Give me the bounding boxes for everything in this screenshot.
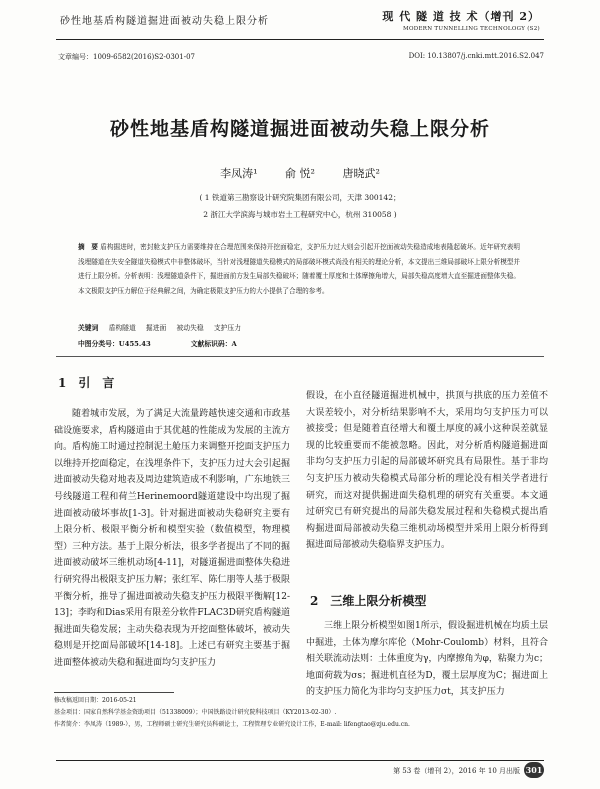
abstract-text: 盾构掘进时，密封舱支护压力需要维持在合理范围来保持开挖面稳定，支护压力过大则会引起开挖面被动失稳造成地表隆起破坏。近年研究表明浅埋隧道在失安全隧道失稳模式中非整体破坏，当针对浅埋隧道失稳模式的局部破坏模式尚没有相关的理论分析，本文提出三维局部破坏上限分析模型并进行上限分析。分析表明：浅埋隧道条件下，掘进面前方发生局部失稳破坏；随着覆土厚度和土体摩擦角增大，局部失稳高度增大直至掘进面整体失稳。本文极限支护压力解位于经典解之间，为确定极限支护压力的大小提供了合理的参考。 [78, 243, 520, 295]
journal-title: 现 代 隧 道 技 术（增刊 2） [382, 10, 540, 23]
keywords [78, 322, 520, 332]
footnote: 修改稿返回日期：2016-05-21 [54, 697, 137, 704]
footnote: 作者简介：李凤涛（1989-），男，工程师硕士研究生研究员科硕论士，工程管理专业研究设计工作，E-mail: lifengtao@zju.edu.cn. [54, 721, 410, 728]
keywords-label: 关键词 [78, 324, 99, 332]
keyword: 掘进面 [145, 324, 167, 332]
classification [78, 338, 237, 348]
journal-title-en: MODERN TUNNELLING TECHNOLOGY (S2) [403, 26, 540, 32]
footer-rule [56, 760, 544, 761]
intro-column [54, 406, 290, 672]
article-number: 文章编号：1009-6582(2016)S2-0301-07 [58, 53, 195, 61]
running-title: 砂性地基盾构隧道掘进面被动失稳上限分析 [60, 16, 269, 27]
footnote-rule [54, 692, 174, 693]
author-list [0, 165, 600, 181]
section-heading: 2 三维上限分析模型 [310, 594, 427, 608]
header-rule [56, 39, 544, 40]
author: 唐晓武² [342, 167, 380, 180]
affiliation: ( 1 铁道第三勘察设计研究院集团有限公司，天津 300142； [199, 193, 401, 202]
section-divider [56, 356, 544, 357]
clc-number: 中图分类号：U455.43 [78, 340, 151, 348]
author: 俞 悦² [285, 167, 315, 180]
issue-info: 第 53 卷（增刊 2），2016 年 10 月出版 [393, 767, 520, 775]
keyword: 被动失稳 [176, 324, 204, 332]
section2-column [306, 618, 548, 701]
page-number: 301 [524, 762, 544, 778]
keyword: 支护压力 [213, 324, 242, 332]
paragraph: 假设，在小直径隧道掘进机械中，拱顶与拱底的压力差值不大误差较小，对分析结果影响不大，采用均匀支护压力可以被接受；但是随着直径增大和覆土厚度的减小这种误差就显现的比较重要而不能被忽略。因此，对分析盾构隧道掘进面非均匀支护压力引起的局部破坏研究具有局限性。基于非均匀支护压力被动失稳模式局部分析的理论没有相关学者进行研究，而这对提供掘进面失稳机理的研究有关重要。本文通过研究已有研究提出的局部失稳发展过程和失稳模式提出盾构掘进面局部被动失稳三维机动场模型并采用上限分析得到掘进面局部被动失稳临界支护压力。 [306, 391, 548, 551]
affiliation: 2 浙江大学滨海与城市岩土工程研究中心，杭州 310058 ) [203, 210, 397, 219]
right-column [306, 388, 548, 554]
author: 李凤涛¹ [220, 167, 258, 180]
abstract-label: 摘 要 [78, 243, 98, 251]
abstract [78, 240, 520, 298]
paper-title: 砂性地基盾构隧道掘进面被动失稳上限分析 [109, 118, 490, 140]
paragraph: 随着城市发展，为了满足大流量跨越快速交通和市政基础设施要求，盾构隧道由于其优越的性能成为发展的主流方向。盾构施工时通过控制泥土舱压力来调整开挖面支护压力以维持开挖面稳定，在浅埋条件下，支护压力过大会引起掘进面被动失稳对地表及周边建筑造成不利影响，广东地铁三号线隧道工程和荷兰Herinemoord隧道建设中均出现了掘进面被动破坏事故[1-3]。针对掘进面被动失稳研究主要有上限分析、极限平衡分析和模型实验（数值模型，物理模型）三种方法。基于上限分析法，很多学者提出了不同的掘进面被动破坏三维机动场[4-11]，对隧道掘进面整体失稳进行研究得出极限支护压力解；张红军、陈仁朋等人基于极限平衡分析，推导了掘进面被动失稳支护压力极限平衡解[12-13]；李昀和Dias采用有限差分软件FLAC3D研究盾构隧道掘进面失稳发展；主动失稳表现为开挖面整体破坏，被动失稳则是开挖面局部破坏[14-18]。上述已有研究主要基于掘进面整体被动失稳和掘进面均匀支护压力 [54, 409, 290, 668]
doc-code: 文献标识码：A [190, 340, 237, 348]
keyword: 盾构隧道 [108, 324, 136, 332]
section-heading: 1 引 言 [58, 376, 115, 390]
paragraph: 三维上限分析模型如图1所示，假设掘进机械在均质土层中掘进，土体为摩尔库伦（Mohr-Coulomb）材料，且符合相关联流动法则：土体重度为γ，内摩擦角为φ，粘聚力为c；地面荷载为σs；掘进机直径为D，覆土层厚度为C；掘进面上的支护压力简化为非均匀支护压力σt，其支护压力 [306, 621, 548, 698]
doi[interactable]: DOI: 10.13807/j.cnki.mtt.2016.S2.047 [408, 52, 544, 60]
footnote: 基金项目：国家自然科学基金资助项目（51338009）；中国铁路设计研究院科技项目（KY2013-02-30）. [54, 709, 337, 716]
